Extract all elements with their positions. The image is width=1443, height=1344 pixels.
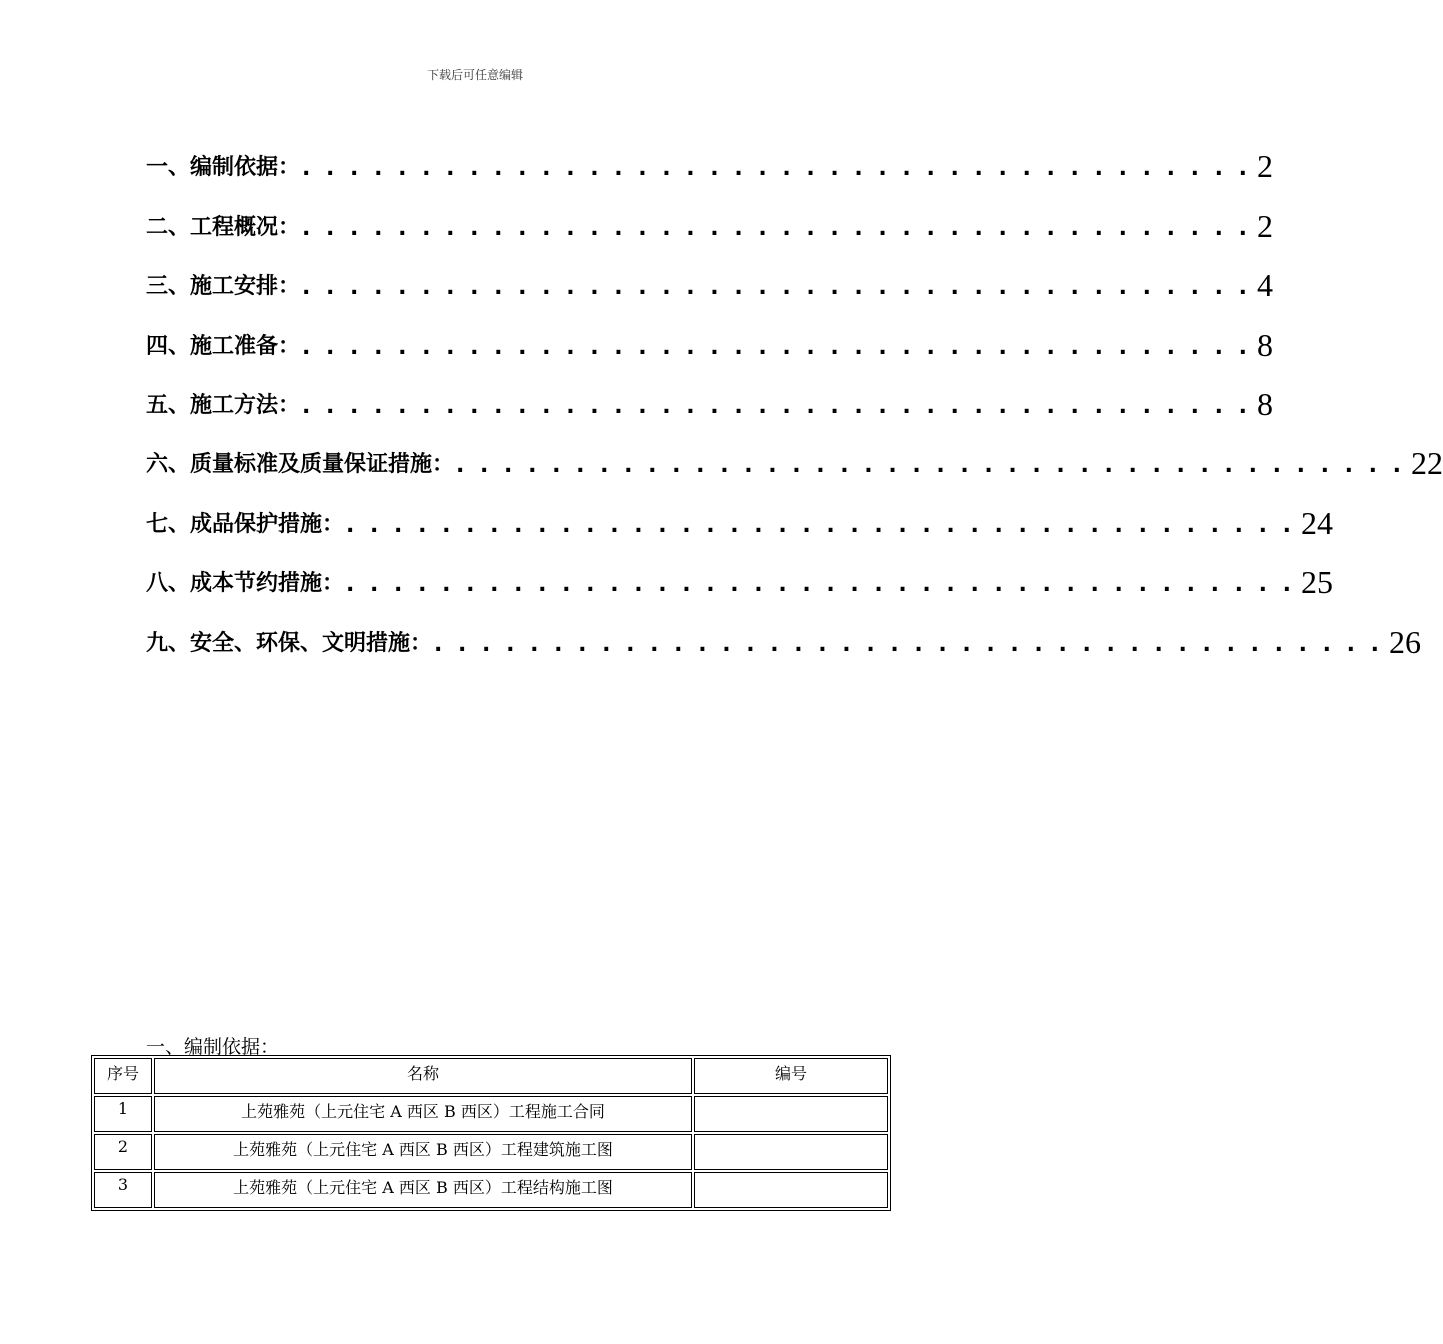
toc-entry-label: 二、工程概况： [146, 214, 301, 240]
toc-entry[interactable] [146, 427, 1443, 486]
toc-entry[interactable] [146, 486, 1334, 545]
toc-leader-dots: . . . . . . . . . . . . . . . . . . . . . . . . . . . . . . . . . . . . . . . . [302, 275, 1252, 301]
toc-entry[interactable] [146, 130, 1274, 189]
cell-index: 3 [94, 1172, 152, 1208]
toc-entry-page: 24 [1301, 504, 1334, 541]
toc-leader-dots: . . . . . . . . . . . . . . . . . . . . . . . . . . . . . . . . . . . . . . . . [434, 631, 1384, 657]
toc-entry-label: 五、施工方法： [146, 392, 301, 418]
toc-leader-dots: . . . . . . . . . . . . . . . . . . . . . . . . . . . . . . . . . . . . . . . . [302, 156, 1252, 182]
toc-leader-dots: . . . . . . . . . . . . . . . . . . . . . . . . . . . . . . . . . . . . . . . . [302, 334, 1252, 360]
toc-entry[interactable] [146, 605, 1422, 664]
section-heading: 一、编制依据： [146, 1036, 280, 1058]
toc-entry-page: 8 [1257, 326, 1274, 363]
toc-entry-page: 2 [1257, 148, 1274, 185]
compilation-basis-table [91, 1055, 891, 1211]
cell-name: 上苑雅苑（上元住宅 A 西区 B 西区）工程建筑施工图 [154, 1134, 692, 1170]
toc-leader-dots: . . . . . . . . . . . . . . . . . . . . . . . . . . . . . . . . . . . . . . . . [302, 215, 1252, 241]
cell-index: 1 [94, 1096, 152, 1132]
toc-entry-page: 8 [1257, 385, 1274, 422]
toc-entry-page: 2 [1257, 207, 1274, 244]
toc-leader-dots: . . . . . . . . . . . . . . . . . . . . . . . . . . . . . . . . . . . . . . . . [346, 512, 1296, 538]
toc-entry-label: 三、施工安排： [146, 274, 301, 300]
page-header: 下载后可任意编辑 [426, 68, 523, 82]
toc-leader-dots: . . . . . . . . . . . . . . . . . . . . . . . . . . . . . . . . . . . . . . . . [346, 572, 1296, 598]
cell-name: 上苑雅苑（上元住宅 A 西区 B 西区）工程结构施工图 [154, 1172, 692, 1208]
table-header-row [94, 1058, 888, 1094]
cell-code [694, 1096, 888, 1132]
column-header-code: 编号 [694, 1058, 888, 1094]
column-header-index: 序号 [94, 1058, 152, 1094]
cell-code [694, 1172, 888, 1208]
cell-code [694, 1134, 888, 1170]
toc-entry-label: 七、成品保护措施： [146, 511, 345, 537]
toc-entry-page: 22 [1411, 445, 1443, 482]
toc-entry-label: 四、施工准备： [146, 333, 301, 359]
toc-entry[interactable] [146, 546, 1334, 605]
toc-entry[interactable] [146, 189, 1274, 248]
table-row [94, 1134, 888, 1170]
toc-entry-label: 八、成本节约措施： [146, 571, 345, 597]
toc-entry-label: 一、编制依据： [146, 155, 301, 181]
toc-entry-label: 九、安全、环保、文明措施： [146, 630, 433, 656]
toc-entry[interactable] [146, 249, 1274, 308]
toc-entry[interactable] [146, 308, 1274, 367]
toc-entry[interactable] [146, 368, 1274, 427]
cell-index: 2 [94, 1134, 152, 1170]
table-of-contents [146, 130, 1443, 665]
toc-entry-page: 26 [1389, 623, 1422, 660]
table-row [94, 1172, 888, 1208]
column-header-name: 名称 [154, 1058, 692, 1094]
toc-entry-page: 25 [1301, 564, 1334, 601]
toc-entry-label: 六、质量标准及质量保证措施： [146, 452, 455, 478]
cell-name: 上苑雅苑（上元住宅 A 西区 B 西区）工程施工合同 [154, 1096, 692, 1132]
toc-leader-dots: . . . . . . . . . . . . . . . . . . . . . . . . . . . . . . . . . . . . . . . . [456, 453, 1406, 479]
toc-leader-dots: . . . . . . . . . . . . . . . . . . . . . . . . . . . . . . . . . . . . . . . . [302, 393, 1252, 419]
toc-entry-page: 4 [1257, 267, 1274, 304]
table-row [94, 1096, 888, 1132]
